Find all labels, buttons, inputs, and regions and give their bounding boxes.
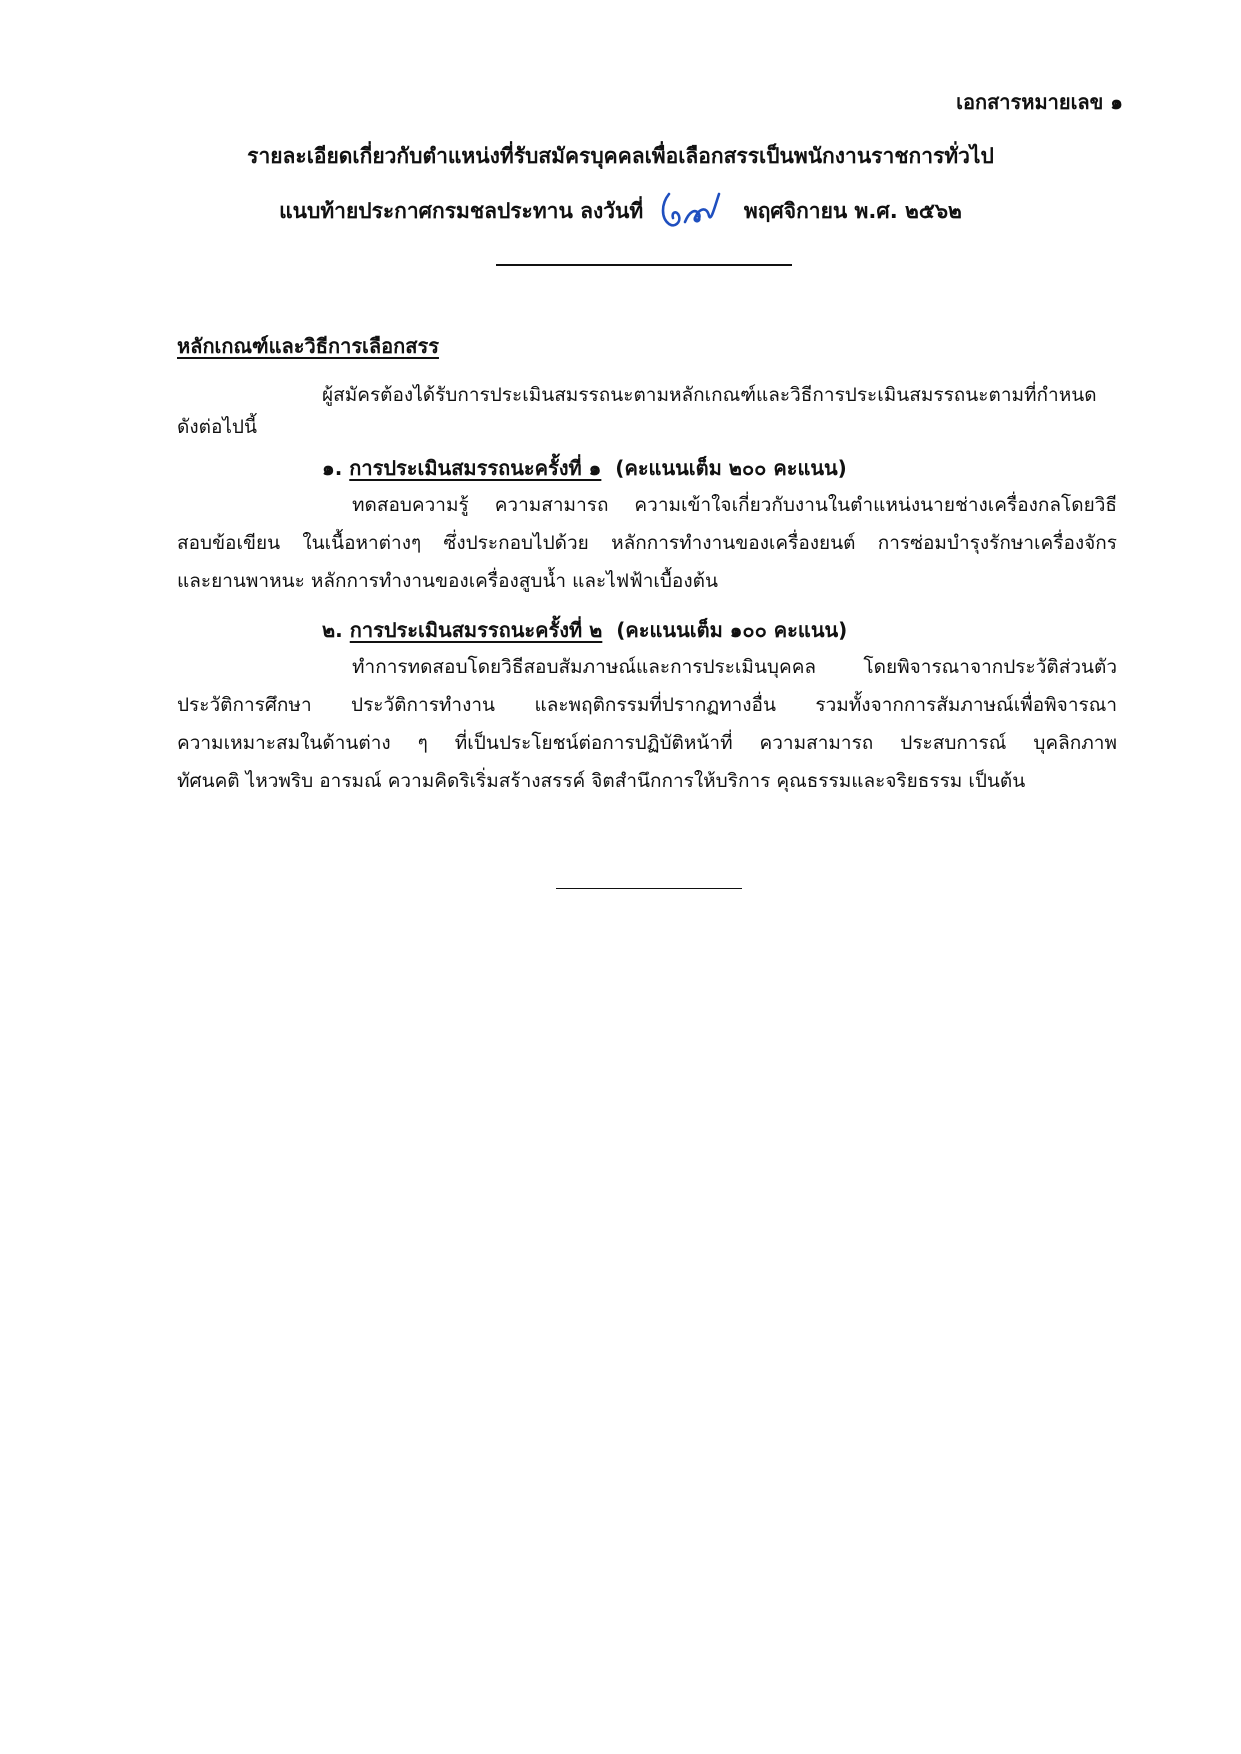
closing-divider [556, 888, 742, 889]
title-divider [496, 264, 792, 266]
document-subtitle [0, 192, 1241, 232]
item-2-line-4: ทัศนคติ ไหวพริบ อารมณ์ ความคิดริเริ่มสร้างสรรค์ จิตสำนึกการให้บริการ คุณธรรมและจริยธรรม เป็นต้น [177, 770, 1026, 792]
subtitle-prefix: แนบท้ายประกาศกรมชลประทาน ลงวันที่ [279, 199, 644, 223]
item-2-heading [322, 614, 847, 646]
item-1-heading [322, 452, 847, 484]
item-1-title: การประเมินสมรรถนะครั้งที่ ๑ [349, 456, 602, 480]
subtitle-suffix: พฤศจิกายน พ.ศ. ๒๕๖๒ [743, 199, 962, 223]
item-2-line-2: ประวัติการศึกษา ประวัติการทำงาน และพฤติกรรมที่ปรากฏทางอื่น รวมทั้งจากการสัมภาษณ์เพื่อพิจารณา [177, 694, 1117, 716]
item-1-line-1: ทดสอบความรู้ ความสามารถ ความเข้าใจเกี่ยวกับงานในตำแหน่งนายช่างเครื่องกลโดยวิธี [352, 494, 1117, 516]
item-1-line-3: และยานพาหนะ หลักการทำงานของเครื่องสูบน้ำ และไฟฟ้าเบื้องต้น [177, 570, 718, 592]
intro-line-2: ดังต่อไปนี้ [177, 416, 257, 438]
section-heading: หลักเกณฑ์และวิธีการเลือกสรร [177, 334, 439, 358]
item-1-score: (คะแนนเต็ม ๒๐๐ คะแนน) [615, 456, 847, 480]
item-2-line-3: ความเหมาะสมในด้านต่าง ๆ ที่เป็นประโยชน์ต่อการปฏิบัติหน้าที่ ความสามารถ ประสบการณ์ บุคลิกภาพ [177, 732, 1117, 754]
item-2-line-1: ทำการทดสอบโดยวิธีสอบสัมภาษณ์และการประเมินบุคคล โดยพิจารณาจากประวัติส่วนตัว [352, 656, 1117, 678]
item-1-number: ๑. [322, 456, 343, 480]
item-2-title: การประเมินสมรรถนะครั้งที่ ๒ [349, 618, 603, 642]
handwritten-date-mark [651, 186, 737, 232]
document-number: เอกสารหมายเลข ๑ [956, 90, 1123, 114]
item-2-number: ๒. [322, 618, 343, 642]
item-1-line-2: สอบข้อเขียน ในเนื้อหาต่างๆ ซึ่งประกอบไปด้วย หลักการทำงานของเครื่องยนต์ การซ่อมบำรุงรักษาเครื่องจักร [177, 532, 1117, 554]
item-2-score: (คะแนนเต็ม ๑๐๐ คะแนน) [616, 618, 848, 642]
handwritten-date [651, 186, 737, 226]
document-title: รายละเอียดเกี่ยวกับตำแหน่งที่รับสมัครบุคคลเพื่อเลือกสรรเป็นพนักงานราชการทั่วไป [247, 144, 994, 168]
intro-line-1: ผู้สมัครต้องได้รับการประเมินสมรรถนะตามหลักเกณฑ์และวิธีการประเมินสมรรถนะตามที่กำหนด [322, 384, 1097, 406]
